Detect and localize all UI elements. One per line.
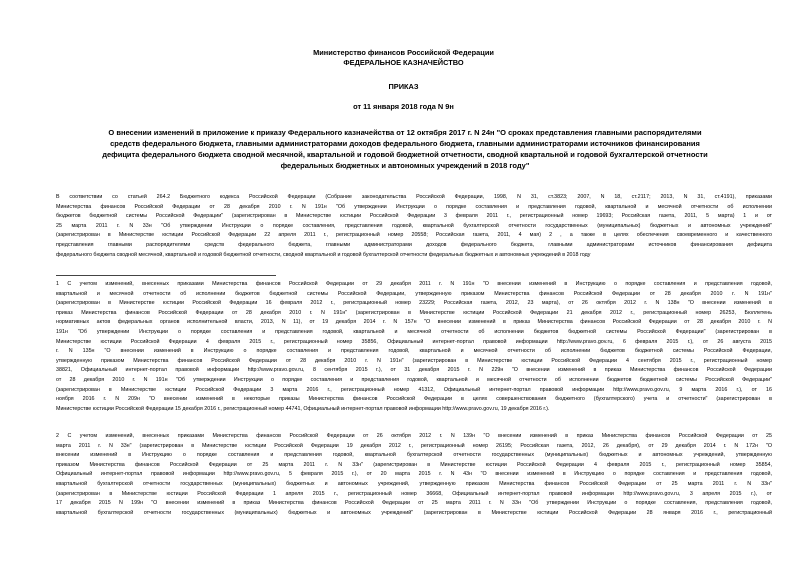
footnote-2: [56, 432, 772, 518]
document-title: [55, 127, 755, 171]
footnote-line: г. N 135н "О внесении изменений в Инструкцию о порядке составления и представления годовой, квартальной и месячной отчетности об исполнении бюджетов бюджетной системы Российской Федерации,: [56, 348, 772, 355]
title-line: федеральных бюджетных и автономных учреждений в 2018 году": [280, 161, 530, 170]
footnote-line: нормативных актов федеральных органов исполнительной власти, 2013, N 11), от 19 декабря 2014 г. N 157н "О внесении изменений в приказ Министерства финансов Российской Федерации от 28 декабря 2010 г. N: [56, 319, 772, 326]
footnote-line: приказ Министерства финансов Российской Федерации от 28 декабря 2010 г. N 191н" (зарегистрирован в Министерстве юстиции Российской Федерации 21 декабря 2012 г., регистрационный номер 26253, Бюллетень: [56, 309, 772, 316]
footnote-line: Министерстве юстиции Российской Федерации 4 февраля 2015 г., регистрационный номер 35856, Официальный интернет-портал правовой информации http://www.pravo.gov.ru, 6 февраля 2015 г.), от 26 августа 2015: [56, 338, 772, 345]
footnote-line: квартальной бухгалтерской отчетности государственных (муниципальных) бюджетных и автономных учреждений" (зарегистрирован в Министерстве юстиции Российской Федерации 28 января 2016 г., регистрационный: [56, 509, 772, 516]
footnote-line: приказом Министерства финансов Российской Федерации от 25 марта 2011 г. N 33н" (зарегистрирован в Министерстве юстиции Российской Федерации 4 февраля 2015 г., регистрационный номер 35854,: [56, 461, 772, 468]
footnote-line: квартальной и месячной отчетности об исполнении бюджетов бюджетной системы Российской Федерации, утвержденную приказом Министерства финансов Российской Федерации от 28 декабря 2010 г. N 191н": [56, 290, 772, 297]
ministry-name: Министерство финансов Российской Федерации: [313, 48, 494, 57]
footnote-line: 38821, Официальный интернет-портал правовой информации http://www.pravo.gov.ru, 8 сентября 2015 г.), от 31 декабря 2015 г. N 229н "О внесении изменений в приказ Министерства финансов Российской Федерации: [56, 367, 772, 374]
footnote-line: внесении изменений в Инструкцию о порядке составления и представления годовой, квартальной бухгалтерской отчетности государственных (муниципальных) бюджетных и автономных учреждений, утвержденную: [56, 452, 772, 459]
paragraph-line: (зарегистрирован в Министерстве юстиции Российской Федерации 22 апреля 2011 г., регистрационный номер 20558; Российская газета, 2011, 4 мая) 2 , а также в целях обеспечения своевременного и качественного: [56, 232, 772, 239]
agency-name: ФЕДЕРАЛЬНОЕ КАЗНАЧЕЙСТВО: [343, 58, 464, 67]
document-date: от 11 января 2018 года N 9н: [353, 102, 454, 111]
main-paragraph: [56, 193, 772, 260]
footnote-line: (зарегистрирован в Министерстве юстиции Российской Федерации 3 марта 2016 г., регистрационный номер 41312, Официальный интернет-портал правовой информации http://www.pravo.gov.ru, 9 марта 2016 г.), от 16: [56, 386, 772, 393]
footnote-separator: [56, 275, 276, 276]
footnote-line: от 28 декабря 2010 г. N 191н "Об утверждении Инструкции о порядке составления и представления годовой, квартальной и месячной отчетности об исполнении бюджетов бюджетной системы Российской Федерации": [56, 376, 772, 383]
paragraph-line: представления главными распорядителями средств федерального бюджета, главными администраторами доходов федерального бюджета, главными администраторами источников финансирования дефицита: [56, 241, 772, 248]
paragraph-line: В соответствии со статьей 264.2 Бюджетного кодекса Российской Федерации (Собрание законодательства Российской Федерации, 1998, N 31, ст.3823; 2007, N 18, ст.2117; 2013, N 31, ст.4191), приказами: [56, 194, 772, 200]
footnote-line: квартальной бухгалтерской отчетности государственных (муниципальных) бюджетных и автономных учреждений, утвержденную приказом Министерства финансов Российской Федерации от 25 марта 2011 г. N 33н": [56, 480, 772, 487]
footnote-line: 2 С учетом изменений, внесенных приказами Министерства финансов Российской Федерации от 26 октября 2012 г. N 139н "О внесении изменений в приказ Министерства финансов Российской Федерации от 25: [56, 433, 772, 439]
paragraph-line: Министерства финансов Российской Федерации от 28 декабря 2010 г. N 191н "Об утверждении Инструкции о порядке составления и представления годовой, квартальной и месячной отчетности об исполнении: [56, 203, 772, 210]
footnote-line: утвержденную приказом Министерства финансов Российской Федерации от 28 декабря 2010 г. N 191н" (зарегистрирован в Министерстве юстиции Российской Федерации 4 сентября 2015 г., регистрационный номер: [56, 357, 772, 364]
footnote-1: [56, 280, 772, 414]
paragraph-line: бюджетов бюджетной системы Российской Федерации" (зарегистрирован в Министерстве юстиции Российской Федерации 3 февраля 2011 г., регистрационный номер 19693; Российская газета, 2011, 5 марта) 1 и от: [56, 213, 772, 220]
footnote-line: 191н "Об утверждении Инструкции о порядке составления и представления годовой, квартальной и месячной отчетности об исполнении бюджетов бюджетной системы Российской Федерации" (зарегистрирован в: [56, 328, 772, 335]
title-line: дефицита федерального бюджета сводной месячной, квартальной и годовой бюджетной отчетности, сводной квартальной и годовой бухгалтерской отчетности: [102, 150, 708, 159]
title-line: О внесении изменений в приложение к приказу Федерального казначейства от 12 октября 2017 г. N 24н "О сроках представления главными распорядителями: [108, 128, 702, 137]
footnote-line: (зарегистрирован в Министерстве юстиции Российской Федерации 16 февраля 2012 г., регистрационный номер 23229; Российская газета, 2012, 23 марта), от 26 октября 2012 г. N 138н "О внесении изменений в: [56, 300, 772, 307]
footnote-line: Официальный интернет-портал правовой информации http://www.pravo.gov.ru, 5 февраля 2015 г.), от 20 марта 2015 г. N 43н "О внесении изменений в Инструкцию о порядке составления и представления годовой,: [56, 471, 772, 478]
footnote-line: ноября 2016 г. N 209н "О внесении изменений в некоторые приказы Министерства финансов Российской Федерации в целях совершенствования бюджетного (бухгалтерского) учета и отчетности" (зарегистрирован в: [56, 396, 772, 403]
paragraph-line: 25 марта 2011 г. N 33н "Об утверждении Инструкции о порядке составления, представления годовой, квартальной бухгалтерской отчетности государственных (муниципальных) бюджетных и автономных учреждений": [56, 222, 772, 229]
footnote-line: (зарегистрирован в Министерстве юстиции Российской Федерации 1 апреля 2015 г., регистрационный номер 36668, Официальный интернет-портал правовой информации http://www.pravo.gov.ru, 3 апреля 2015 г.), от: [56, 490, 772, 497]
title-line: средств федерального бюджета, главными администраторами доходов федерального бюджета, главными администраторами источников финансирования: [110, 139, 700, 148]
footnote-line: 17 декабря 2015 N 199н "О внесении изменений в приказ Министерства финансов Российской Федерации от 25 марта 2011 г. N 33н "Об утверждении Инструкции о порядке составления, представления годовой,: [56, 500, 772, 507]
paragraph-line: федерального бюджета сводной месячной, квартальной и годовой бюджетной отчетности, сводной квартальной и годовой бухгалтерской отчетности федеральных бюджетных и автономных учреждений в 2018 году: [56, 251, 591, 258]
footnote-line: Министерстве юстиции Российской Федерации 15 декабря 2016 г., регистрационный номер 44741, Официальный интернет-портал правовой информации http://www.pravo.gov.ru, 19 декабря 2016 г.).: [56, 405, 550, 412]
footnote-line: марта 2011 г. N 33н" (зарегистрирован в Министерстве юстиции Российской Федерации 19 декабря 2012 г., регистрационный номер 26195; Российская газета, 2012, 26 декабря), от 29 декабря 2014 г. N 172н "О: [56, 442, 772, 449]
footnote-line: 1 С учетом изменений, внесенных приказами Министерства финансов Российской Федерации от 29 декабря 2011 г. N 191н "О внесении изменений в Инструкцию о порядке составления и представления годовой,: [56, 281, 772, 287]
document-type: ПРИКАЗ: [388, 82, 419, 91]
